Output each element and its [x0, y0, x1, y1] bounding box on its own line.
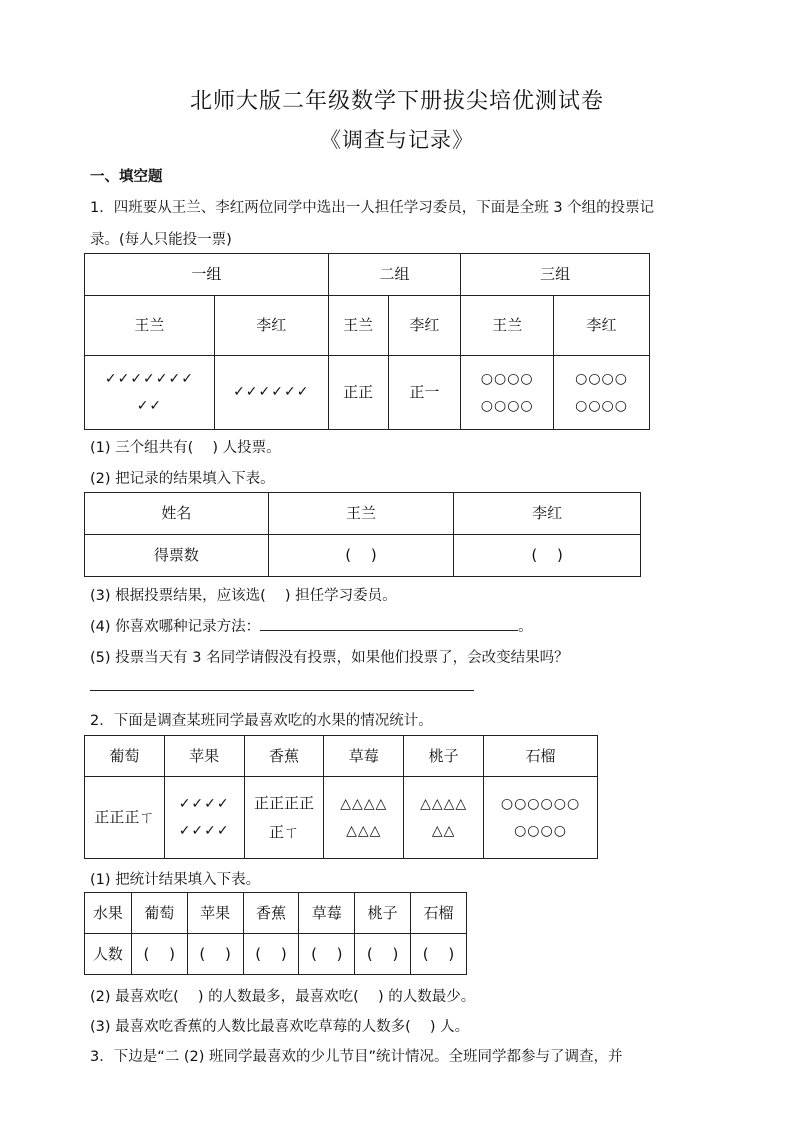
- page-title: 北师大版二年级数学下册拔尖培优测试卷: [189, 89, 604, 114]
- q1-sub4-prefix: (4) 你喜欢哪种记录方法：: [90, 619, 261, 635]
- q1-vote-table: [84, 253, 650, 430]
- vote-marks-line: 正正: [343, 383, 374, 402]
- tally-marks: [244, 777, 324, 859]
- q1-sub2: (2) 把记录的结果填入下表。: [90, 471, 275, 487]
- answer-blank[interactable]: ( ): [268, 535, 454, 577]
- group-header: 三组: [461, 254, 650, 296]
- count-header: 香蕉: [243, 893, 299, 934]
- vote-marks-line: ○○○○: [480, 370, 534, 387]
- vote-marks: [388, 356, 461, 430]
- vote-marks: [85, 356, 215, 430]
- tally-marks: [85, 777, 165, 859]
- fruit-header: 苹果: [164, 736, 244, 777]
- section-heading: 一、填空题: [90, 169, 163, 185]
- q3-text-line1: 3．下边是“二 (2) 班同学最喜欢的少儿节目”统计情况。全班同学都参与了调查，并: [90, 1049, 623, 1065]
- candidate-name: 王兰: [461, 296, 554, 356]
- answer-line[interactable]: [260, 616, 518, 631]
- q2-intro: 2．下面是调查某班同学最喜欢吃的水果的情况统计。: [90, 713, 433, 729]
- q1-sub5: (5) 投票当天有 3 名同学请假没有投票，如果他们投票了，会改变结果吗？: [90, 650, 569, 666]
- tally-marks: [404, 777, 484, 859]
- q1-sub4: [90, 615, 533, 636]
- vote-marks-line: ○○○○: [575, 370, 628, 387]
- answer-blank[interactable]: ( ): [299, 934, 355, 975]
- vote-marks-line: ○○○○: [575, 397, 628, 414]
- result-header: 姓名: [85, 493, 269, 535]
- candidate-name: 王兰: [85, 296, 215, 356]
- tally-marks: [324, 777, 404, 859]
- count-header: 草莓: [299, 893, 355, 934]
- tally-marks: [164, 777, 244, 859]
- vote-marks-line: ○○○○: [480, 397, 534, 414]
- candidate-name: 李红: [554, 296, 650, 356]
- group-header: 二组: [328, 254, 461, 296]
- tally-line: △△△△: [340, 795, 388, 812]
- answer-blank[interactable]: ( ): [243, 934, 299, 975]
- q2-count-table: [84, 892, 467, 975]
- candidate-name: 李红: [388, 296, 461, 356]
- fruit-header: 草莓: [324, 736, 404, 777]
- vote-marks: [554, 356, 650, 430]
- tally-line: ✓✓✓✓: [178, 795, 230, 812]
- answer-blank[interactable]: ( ): [454, 535, 641, 577]
- q2-sub1: (1) 把统计结果填入下表。: [90, 872, 261, 888]
- fruit-header: 葡萄: [85, 736, 165, 777]
- tally-line: △△: [431, 822, 456, 839]
- vote-marks-line: ✓✓: [136, 397, 163, 414]
- tally-line: 正正正ㄒ: [94, 808, 155, 827]
- fruit-header: 香蕉: [244, 736, 324, 777]
- tally-line: 正ㄒ: [268, 822, 299, 841]
- q2-sub2: (2) 最喜欢吃( ) 的人数最多，最喜欢吃( ) 的人数最少。: [90, 989, 476, 1005]
- count-header: 苹果: [187, 893, 243, 934]
- candidate-name: 李红: [214, 296, 328, 356]
- count-header: 桃子: [355, 893, 411, 934]
- count-header: 葡萄: [131, 893, 187, 934]
- answer-line[interactable]: [90, 690, 474, 691]
- tally-line: ✓✓✓✓: [178, 822, 230, 839]
- result-label: 得票数: [85, 535, 269, 577]
- vote-marks-line: ✓✓✓✓✓✓✓: [104, 370, 194, 387]
- answer-blank[interactable]: ( ): [411, 934, 467, 975]
- count-label: 人数: [85, 934, 132, 975]
- q1-sub4-suffix: 。: [518, 619, 533, 635]
- page-subtitle: 《调查与记录》: [320, 128, 474, 152]
- count-header: 石榴: [411, 893, 467, 934]
- answer-blank[interactable]: ( ): [131, 934, 187, 975]
- result-header: 李红: [454, 493, 641, 535]
- q1-sub3: (3) 根据投票结果，应该选( ) 担任学习委员。: [90, 588, 397, 604]
- candidate-name: 王兰: [328, 296, 388, 356]
- tally-line: ○○○○: [514, 822, 567, 839]
- q2-sub3: (3) 最喜欢吃香蕉的人数比最喜欢吃草莓的人数多( ) 人。: [90, 1019, 470, 1035]
- vote-marks: [328, 356, 388, 430]
- tally-line: 正正正正: [253, 794, 314, 812]
- answer-blank[interactable]: ( ): [355, 934, 411, 975]
- fruit-header: 石榴: [484, 736, 598, 777]
- q1-text-line1: 1．四班要从王兰、李红两位同学中选出一人担任学习委员，下面是全班 3 个组的投票记: [90, 200, 655, 216]
- vote-marks-line: 正一: [409, 383, 440, 402]
- q1-text-line2: 录。(每人只能投一票): [90, 232, 232, 248]
- group-header: 一组: [85, 254, 329, 296]
- vote-marks-line: ✓✓✓✓✓✓: [233, 384, 310, 401]
- vote-marks: [214, 356, 328, 430]
- tally-marks: [484, 777, 598, 859]
- q2-fruit-table: [84, 735, 598, 859]
- answer-blank[interactable]: ( ): [187, 934, 243, 975]
- tally-line: ○○○○○○: [500, 795, 581, 812]
- tally-line: △△△: [346, 822, 382, 839]
- count-header: 水果: [85, 893, 132, 934]
- q1-sub1: (1) 三个组共有( ) 人投票。: [90, 440, 281, 456]
- fruit-header: 桃子: [404, 736, 484, 777]
- q1-result-table: [84, 492, 641, 577]
- tally-line: △△△△: [420, 795, 468, 812]
- result-header: 王兰: [268, 493, 454, 535]
- vote-marks: [461, 356, 554, 430]
